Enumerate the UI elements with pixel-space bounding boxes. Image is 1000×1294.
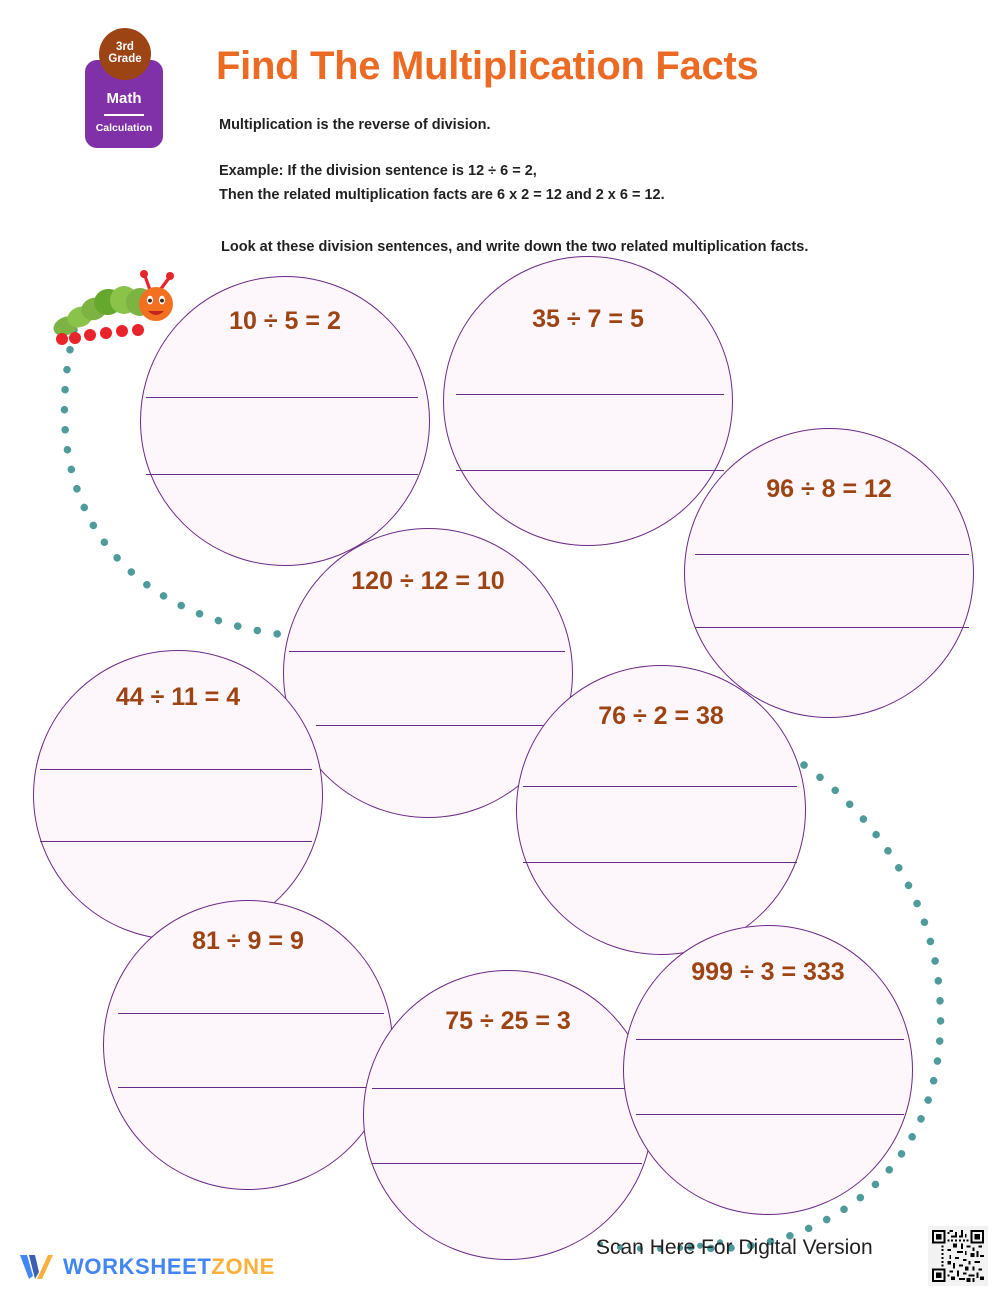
problem-bubble[interactable] [516, 665, 806, 955]
division-sentence: 120 ÷ 12 = 10 [351, 567, 505, 595]
problem-bubble[interactable] [363, 970, 653, 1260]
answer-line[interactable] [372, 1163, 642, 1164]
problem-bubble[interactable] [33, 650, 323, 940]
division-sentence: 76 ÷ 2 = 38 [598, 702, 724, 730]
division-sentence: 75 ÷ 25 = 3 [445, 1007, 571, 1035]
answer-line[interactable] [695, 627, 969, 628]
grade-badge-circle [99, 28, 151, 80]
grade-line-2: Grade [108, 53, 142, 65]
answer-line[interactable] [523, 786, 797, 787]
problem-bubble[interactable] [623, 925, 913, 1215]
answer-line[interactable] [289, 651, 565, 652]
example-line-1 [219, 163, 537, 179]
page-title: Find The Multiplication Facts [216, 44, 759, 88]
division-sentence: 10 ÷ 5 = 2 [229, 307, 341, 335]
answer-line[interactable] [372, 1088, 642, 1089]
worksheet-zone-logo-icon [18, 1252, 54, 1282]
topic-label: Calculation [95, 122, 153, 134]
badge-divider [104, 114, 144, 116]
answer-line[interactable] [40, 769, 312, 770]
answer-line[interactable] [456, 470, 724, 471]
answer-line[interactable] [118, 1013, 384, 1014]
scan-instruction: Scan Here For Digital Version [596, 1236, 873, 1259]
division-sentence: 999 ÷ 3 = 333 [691, 958, 845, 986]
answer-line[interactable] [636, 1114, 904, 1115]
answer-line[interactable] [40, 841, 312, 842]
logo-text-secondary: ZONE [211, 1254, 275, 1279]
answer-line[interactable] [146, 474, 418, 475]
grade-subject-badge [85, 28, 163, 148]
example-line-1-rest: If the division sentence is 12 ÷ 6 = 2, [283, 163, 537, 179]
example-label: Example: [219, 163, 284, 179]
logo-text-primary: WORKSHEET [63, 1254, 212, 1279]
answer-line[interactable] [636, 1039, 904, 1040]
problem-bubble[interactable] [103, 900, 393, 1190]
answer-line[interactable] [118, 1087, 384, 1088]
intro-text: Multiplication is the reverse of division. [219, 117, 491, 133]
problem-bubble[interactable] [140, 276, 430, 566]
subject-label: Math [106, 90, 142, 107]
answer-line[interactable] [523, 862, 797, 863]
division-sentence: 81 ÷ 9 = 9 [192, 927, 304, 955]
task-instruction: Look at these division sentences, and write down the two related multiplication facts. [221, 239, 809, 255]
division-sentence: 44 ÷ 11 = 4 [115, 683, 241, 711]
qr-code-icon[interactable] [928, 1226, 988, 1286]
answer-line[interactable] [456, 394, 724, 395]
problem-bubble[interactable] [684, 428, 974, 718]
division-sentence: 35 ÷ 7 = 5 [532, 305, 644, 333]
answer-line[interactable] [695, 554, 969, 555]
division-sentence: 96 ÷ 8 = 12 [766, 475, 892, 503]
example-line-2: Then the related multiplication facts are 6 x 2 = 12 and 2 x 6 = 12. [219, 187, 665, 203]
logo-text [63, 1254, 275, 1280]
worksheet-zone-logo[interactable] [18, 1252, 275, 1282]
grade-line-1: 3rd [116, 41, 134, 54]
answer-line[interactable] [146, 397, 418, 398]
